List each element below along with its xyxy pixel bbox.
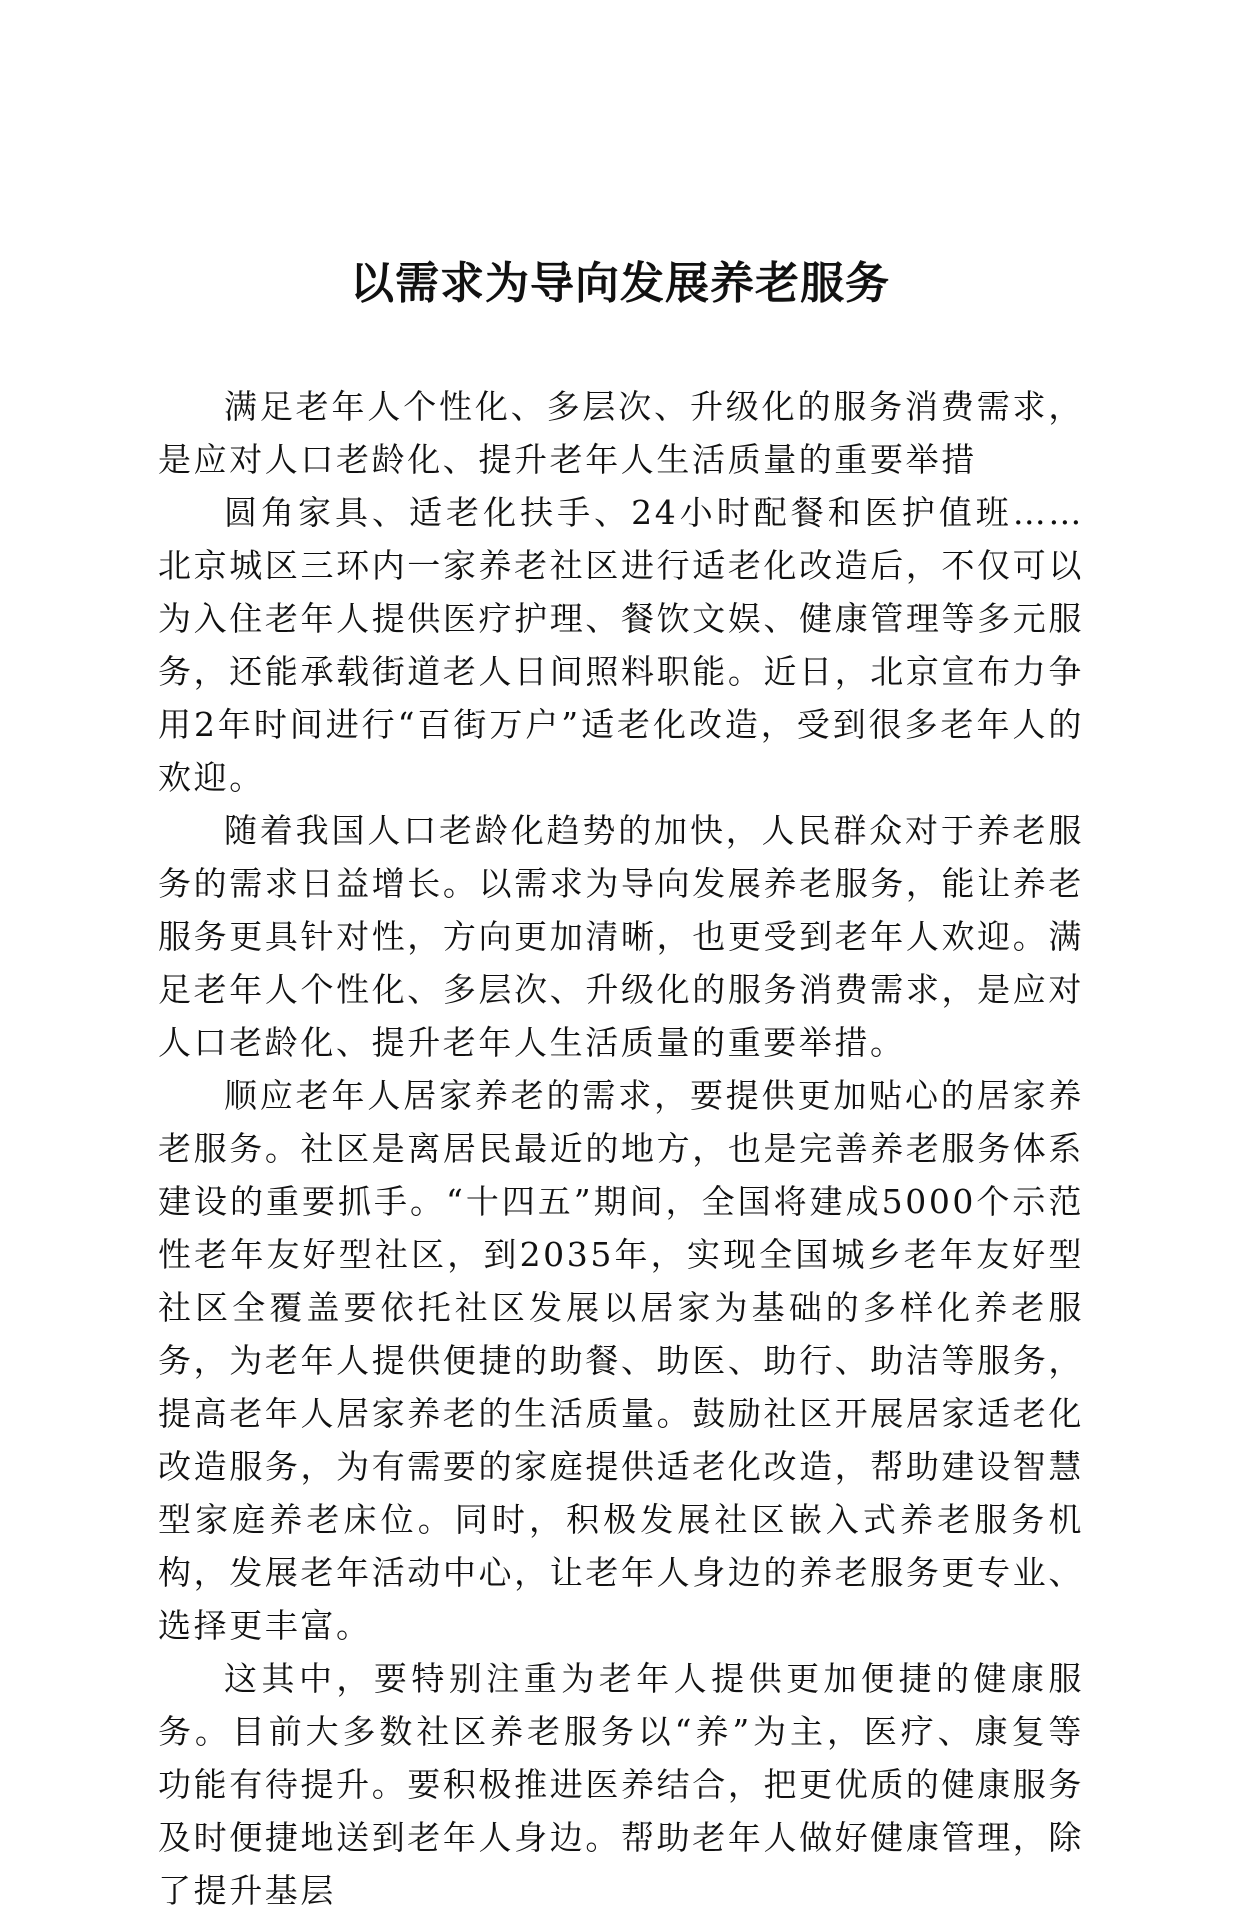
document-body	[158, 380, 1084, 1917]
paragraph-3: 随着我国人口老龄化趋势的加快，人民群众对于养老服务的需求日益增长。以需求为导向发展养老服务，能让养老服务更具针对性，方向更加清晰，也更受到老年人欢迎。满足老年人个性化、多层次、升级化的服务消费需求，是应对人口老龄化、提升老年人生活质量的重要举措。	[158, 811, 1084, 1062]
paragraph-4: 顺应老年人居家养老的需求，要提供更加贴心的居家养老服务。社区是离居民最近的地方，也是完善养老服务体系建设的重要抓手。“十四五”期间，全国将建成5000个示范性老年友好型社区，到2035年，实现全国城乡老年友好型社区全覆盖要依托社区发展以居家为基础的多样化养老服务，为老年人提供便捷的助餐、助医、助行、助洁等服务，提高老年人居家养老的生活质量。鼓励社区开展居家适老化改造服务，为有需要的家庭提供适老化改造，帮助建设智慧型家庭养老床位。同时，积极发展社区嵌入式养老服务机构，发展老年活动中心，让老年人身边的养老服务更专业、选择更丰富。	[158, 1076, 1084, 1645]
paragraph-2: 圆角家具、适老化扶手、24小时配餐和医护值班……北京城区三环内一家养老社区进行适老化改造后，不仅可以为入住老年人提供医疗护理、餐饮文娱、健康管理等多元服务，还能承载街道老人日间照料职能。近日，北京宣布力争用2年时间进行“百街万户”适老化改造，受到很多老年人的欢迎。	[158, 493, 1084, 797]
paragraph-5: 这其中，要特别注重为老年人提供更加便捷的健康服务。目前大多数社区养老服务以“养”为主，医疗、康复等功能有待提升。要积极推进医养结合，把更优质的健康服务及时便捷地送到老年人身边。帮助老年人做好健康管理，除了提升基层	[158, 1659, 1084, 1910]
document-title: 以需求为导向发展养老服务	[350, 258, 890, 309]
paragraph-1: 满足老年人个性化、多层次、升级化的服务消费需求，是应对人口老龄化、提升老年人生活质量的重要举措	[158, 387, 1084, 479]
